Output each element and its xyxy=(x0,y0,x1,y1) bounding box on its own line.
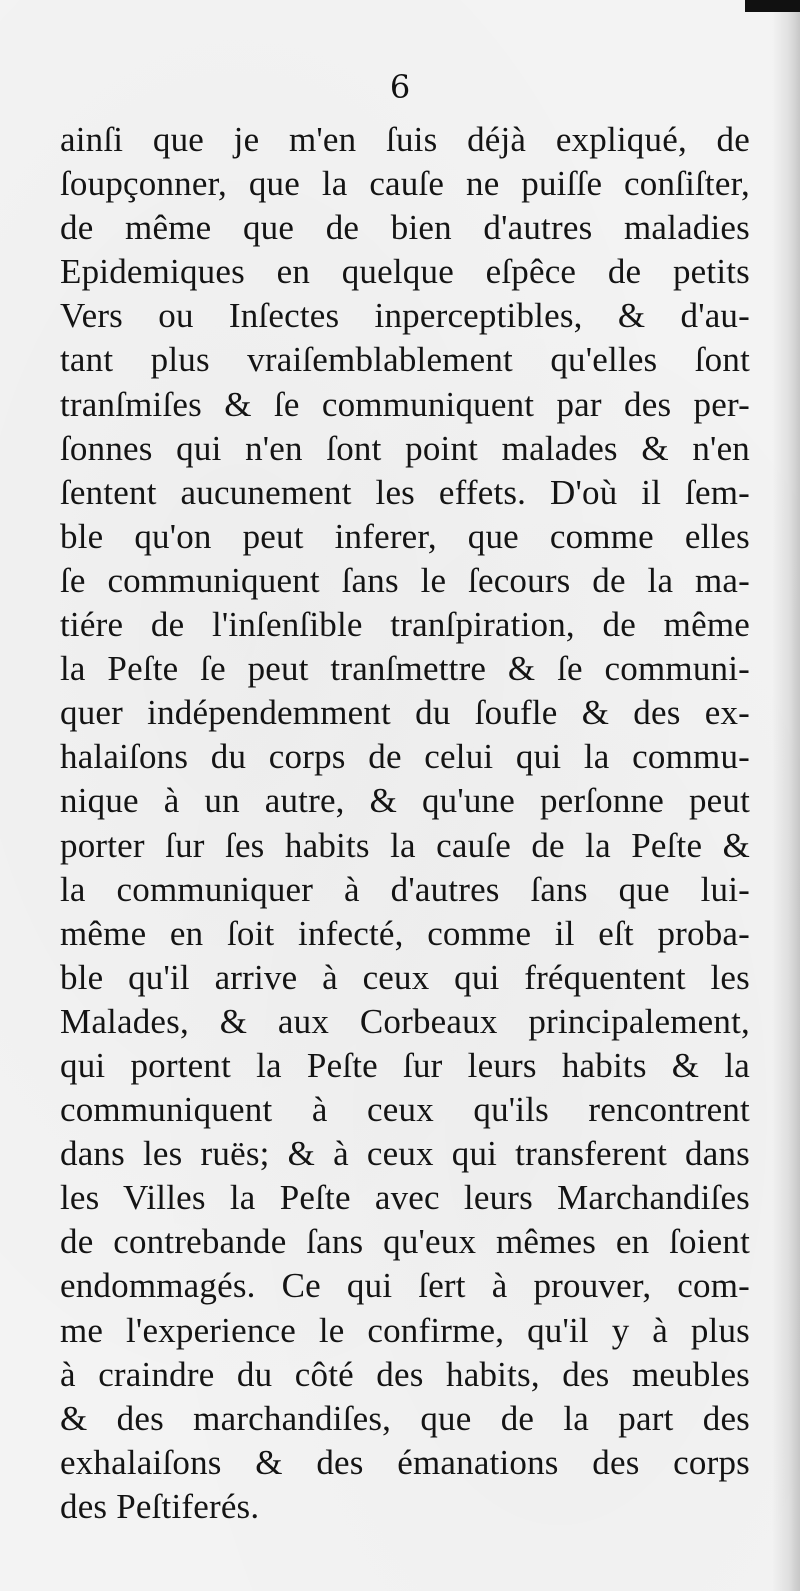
text-line: & des marchandiſes, que de la part des xyxy=(60,1398,750,1438)
text-line: Malades, & aux Corbeaux principalement, xyxy=(60,1001,750,1041)
text-line: tant plus vraiſemblablement qu'elles ſont xyxy=(60,340,750,380)
text-line: de contrebande ſans qu'eux mêmes en ſoient xyxy=(60,1222,750,1262)
text-line: me l'experience le confirme, qu'il y à plus xyxy=(60,1310,750,1350)
text-line: les Villes la Peſte avec leurs Marchandiſes xyxy=(60,1178,750,1218)
text-line: la communiquer à d'autres ſans que lui- xyxy=(60,869,750,909)
text-line: qui portent la Peſte ſur leurs habits & la xyxy=(60,1045,750,1085)
text-line: la Peſte ſe peut tranſmettre & ſe communi- xyxy=(60,649,750,689)
text-line: Epidemiques en quelque eſpêce de petits xyxy=(60,252,750,292)
text-line: à craindre du côté des habits, des meubles xyxy=(60,1354,750,1394)
page-number: 6 xyxy=(389,68,411,106)
text-line: halaiſons du corps de celui qui la commu- xyxy=(60,737,750,777)
text-line: de même que de bien d'autres maladies xyxy=(60,208,750,248)
text-line: même en ſoit infecté, comme il eſt proba- xyxy=(60,913,750,953)
text-line: ainſi que je m'en ſuis déjà expliqué, de xyxy=(60,120,750,159)
page-edge-shadow xyxy=(772,0,800,1591)
text-line: quer indépendemment du ſoufle & des ex- xyxy=(60,693,750,733)
text-line: ble qu'on peut inferer, que comme elles xyxy=(60,516,750,556)
text-line: ſoupçonner, que la cauſe ne puiſſe conſiſter, xyxy=(60,164,750,204)
text-line: ſe communiquent ſans le ſecours de la ma- xyxy=(60,560,750,600)
text-line: ſentent aucunement les effets. D'où il ſem- xyxy=(60,472,750,512)
text-line: dans les ruës; & à ceux qui transferent dans xyxy=(60,1134,750,1174)
text-line: tiére de l'inſenſible tranſpiration, de même xyxy=(60,605,750,645)
page-corner-dark xyxy=(745,0,800,12)
text-line: nique à un autre, & qu'une perſonne peut xyxy=(60,781,750,821)
text-line: endommagés. Ce qui ſert à prouver, com- xyxy=(60,1266,750,1306)
text-line: exhalaiſons & des émanations des corps xyxy=(60,1442,750,1482)
text-line: tranſmiſes & ſe communiquent par des per- xyxy=(60,384,750,424)
text-line: ble qu'il arrive à ceux qui fréquentent les xyxy=(60,957,750,997)
text-line: ſonnes qui n'en ſont point malades & n'en xyxy=(60,428,750,468)
text-line: porter ſur ſes habits la cauſe de la Peſte & xyxy=(60,825,750,865)
text-line: communiquent à ceux qu'ils rencontrent xyxy=(60,1090,750,1130)
text-line: Vers ou Inſectes inperceptibles, & d'au- xyxy=(60,296,750,336)
body-text xyxy=(60,118,750,1529)
text-line: des Peſtiferés. xyxy=(60,1486,260,1526)
